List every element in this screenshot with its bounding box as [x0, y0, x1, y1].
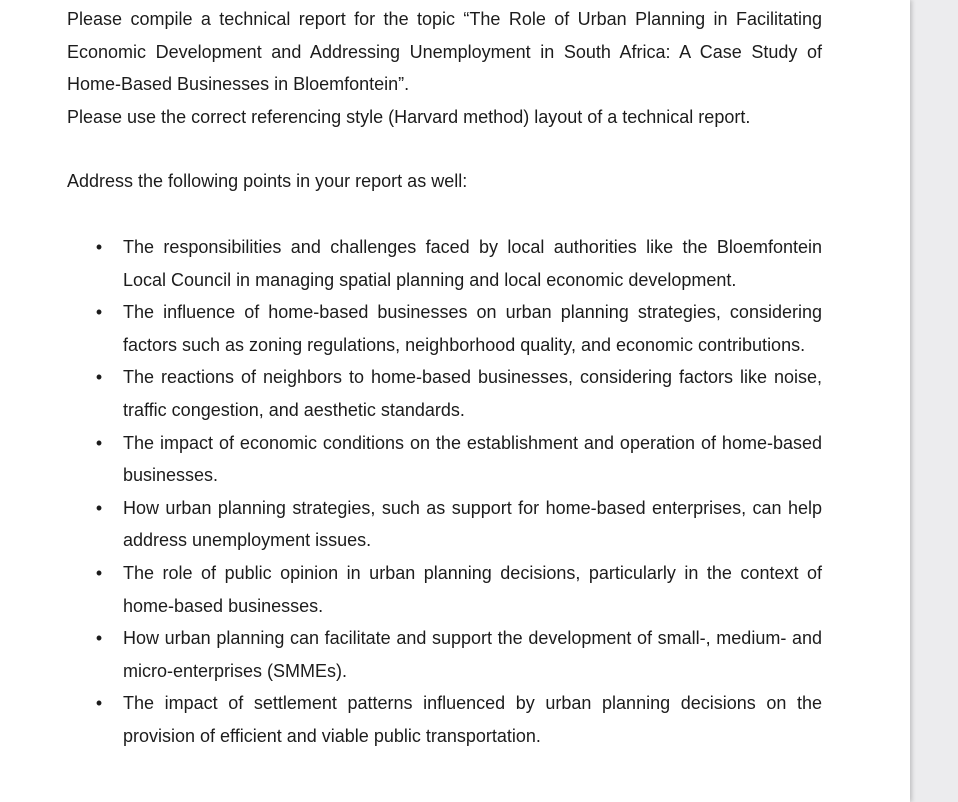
- intro-paragraph: Please compile a technical report for the topic “The Role of Urban Planning in Facilitating Economic Development and Addressing Unemployment in South Africa: A Case Study of Home-Based Businesses in Bloemfontein”.: [67, 9, 822, 95]
- list-item: [67, 231, 822, 296]
- list-item-text: The reactions of neighbors to home-based businesses, considering factors like noise, traffic congestion, and aesthetic standards.: [123, 367, 822, 420]
- list-item: [67, 296, 822, 361]
- points-list: [67, 231, 822, 753]
- list-item-text: The influence of home-based businesses on urban planning strategies, considering factors such as zoning regulations, neighborhood quality, and economic contributions.: [123, 302, 822, 355]
- points-heading: Address the following points in your report as well:: [67, 171, 468, 192]
- bullet-icon: •: [95, 367, 103, 388]
- bullet-icon: •: [95, 562, 103, 583]
- list-item-text: How urban planning can facilitate and support the development of small-, medium- and micro-enterprises (SMMEs).: [123, 628, 822, 681]
- list-item: [67, 557, 822, 622]
- bullet-icon: •: [95, 628, 103, 649]
- referencing-paragraph: Please use the correct referencing style (Harvard method) layout of a technical report.: [67, 106, 751, 127]
- bullet-icon: •: [95, 497, 103, 518]
- list-item-text: The role of public opinion in urban planning decisions, particularly in the context of home-based businesses.: [123, 562, 822, 616]
- list-item-text: How urban planning strategies, such as support for home-based enterprises, can help address unemployment issues.: [123, 497, 822, 551]
- list-item: [67, 427, 822, 492]
- bullet-icon: •: [95, 432, 103, 453]
- bullet-icon: •: [95, 302, 103, 323]
- list-item: [67, 361, 822, 426]
- document-content: [67, 3, 822, 752]
- list-item-text: The impact of settlement patterns influenced by urban planning decisions on the provision of efficient and viable public transportation.: [123, 693, 822, 746]
- list-item: [67, 492, 822, 557]
- list-item: [67, 622, 822, 687]
- list-item-text: The responsibilities and challenges faced by local authorities like the Bloemfontein Local Council in managing spatial planning and local economic development.: [123, 236, 822, 290]
- list-item: [67, 687, 822, 752]
- bullet-icon: •: [95, 693, 103, 714]
- bullet-icon: •: [95, 236, 103, 257]
- list-item-text: The impact of economic conditions on the establishment and operation of home-based businesses.: [123, 432, 822, 486]
- paragraph-spacer: [67, 133, 822, 165]
- paragraph-spacer: [67, 198, 822, 231]
